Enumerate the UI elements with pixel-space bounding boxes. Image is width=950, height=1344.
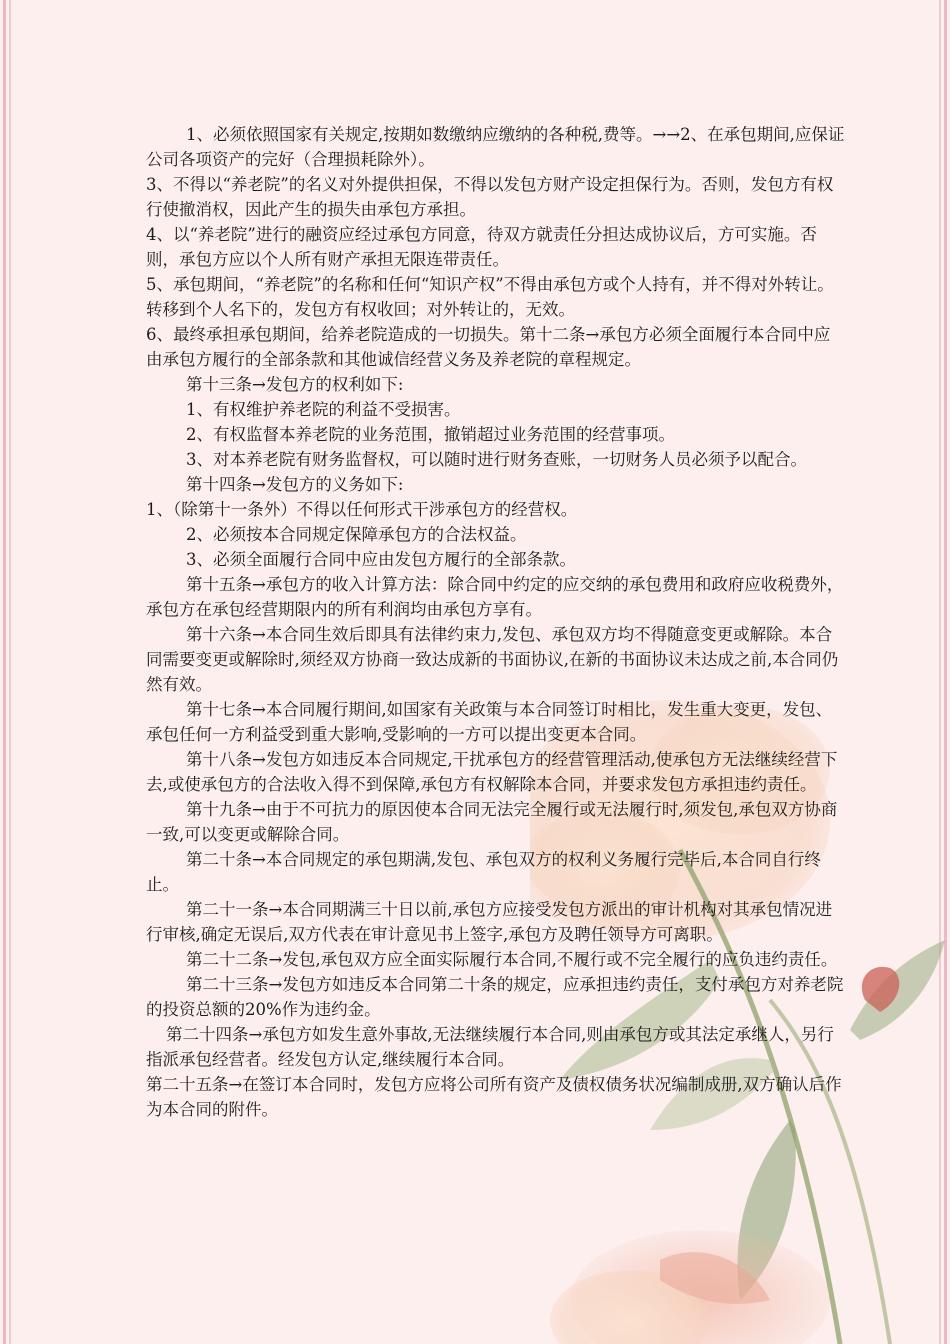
paragraph: 6、最终承担承包期间，给养老院造成的一切损失。第十二条→承包方必须全面履行本合同中应由承包方履行的全部条款和其他诚信经营义务及养老院的章程规定。: [146, 325, 831, 369]
paragraph: 1、有权维护养老院的利益不受损害。: [186, 400, 461, 419]
document-body: [146, 122, 846, 1122]
paragraph: 第二十二条→发包,承包双方应全面实际履行本合同,不履行或不完全履行的应负违约责任。: [186, 950, 838, 969]
paragraph: 第十六条→本合同生效后即具有法律约束力,发包、承包双方均不得随意变更或解除。本合同需要变更或解除时,须经双方协商一致达成新的书面协议,在新的书面协议未达成之前,本合同仍然有效。: [146, 625, 839, 694]
left-border: [0, 0, 14, 1344]
paragraph: 第十三条→发包方的权利如下:: [186, 375, 404, 394]
paragraph: 第十八条→发包方如违反本合同规定,干扰承包方的经营管理活动,使承包方无法继续经营下去,或使承包方的合法收入得不到保障,承包方有权解除本合同，并要求发包方承担违约责任。: [146, 750, 838, 794]
paragraph: 第十五条→承包方的收入计算方法：除合同中约定的应交纳的承包费用和政府应收税费外，承包方在承包经营期限内的所有利润均由承包方享有。: [146, 575, 844, 619]
paragraph: 第十七条→本合同履行期间,如国家有关政策与本合同签订时相比，发生重大变更，发包、承包任何一方利益受到重大影响,受影响的一方可以提出变更本合同。: [146, 700, 833, 744]
paragraph: 2、必须按本合同规定保障承包方的合法权益。: [186, 525, 527, 544]
paragraph: 5、承包期间，“养老院”的名称和任何“知识产权”不得由承包方或个人持有，并不得对外转让。转移到个人名下的，发包方有权收回；对外转让的，无效。: [146, 275, 834, 319]
paragraph: 第二十一条→本合同期满三十日以前,承包方应接受发包方派出的审计机构对其承包情况进行审核,确定无误后,双方代表在审计意见书上签字,承包方及聘任领导方可离职。: [146, 900, 833, 944]
paragraph: 第十四条→发包方的义务如下:: [186, 475, 404, 494]
paragraph: 2、有权监督本养老院的业务范围，撤销超过业务范围的经营事项。: [186, 425, 675, 444]
paragraph: 3、必须全面履行合同中应由发包方履行的全部条款。: [186, 550, 576, 569]
paragraph: 1、（除第十一条外）不得以任何形式干涉承包方的经营权。: [146, 500, 578, 519]
paragraph: 第二十条→本合同规定的承包期满,发包、承包双方的权利义务履行完毕后,本合同自行终止。: [146, 850, 821, 894]
paragraph: 3、不得以“养老院”的名义对外提供担保，不得以发包方财产设定担保行为。否则，发包方有权行使撤消权，因此产生的损失由承包方承担。: [146, 175, 834, 219]
paragraph: 3、对本养老院有财务监督权，可以随时进行财务查账，一切财务人员必须予以配合。: [186, 450, 807, 469]
paragraph: 第二十三条→发包方如违反本合同第二十条的规定，应承担违约责任，支付承包方对养老院的投资总额的20%作为违约金。: [146, 975, 844, 1019]
paragraph: 4、以“养老院”进行的融资应经过承包方同意，待双方就责任分担达成协议后，方可实施。否则，承包方应以个人所有财产承担无限连带责任。: [146, 225, 817, 269]
paragraph: 第二十四条→承包方如发生意外事故,无法继续履行本合同,则由承包方或其法定承继人，另行指派承包经营者。经发包方认定,继续履行本合同。: [146, 1025, 834, 1069]
paragraph: 第二十五条→在签订本合同时，发包方应将公司所有资产及债权债务状况编制成册,双方确认后作为本合同的附件。: [146, 1075, 842, 1119]
paragraph: 1、必须依照国家有关规定,按期如数缴纳应缴纳的各种税,费等。→→2、在承包期间,应保证公司各项资产的完好（合理损耗除外）。: [146, 125, 845, 169]
paragraph: 第十九条→由于不可抗力的原因使本合同无法完全履行或无法履行时,须发包,承包双方协商一致,可以变更或解除合同。: [146, 800, 838, 844]
